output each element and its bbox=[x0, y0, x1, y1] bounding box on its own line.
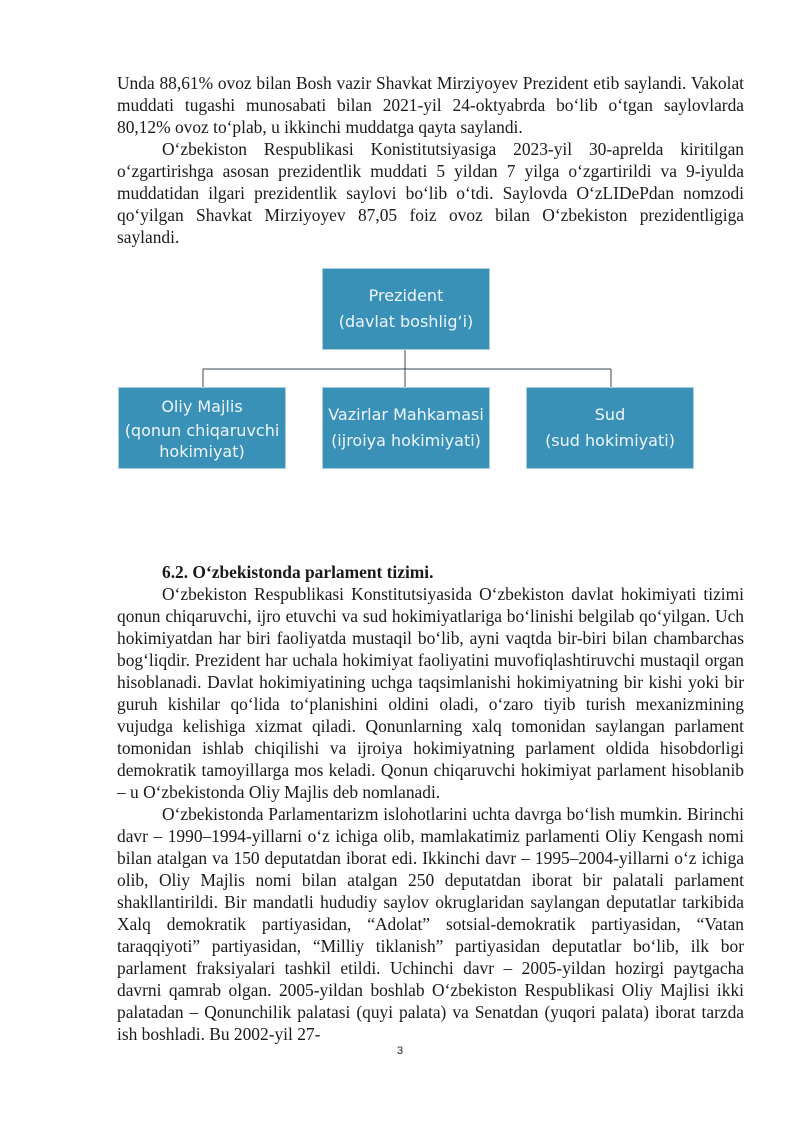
vazirlar-mahkamasi-subtitle: (ijroiya hokimiyati) bbox=[331, 431, 481, 450]
oliy-majlis-subtitle: (qonun chiqaruvchi hokimiyat) bbox=[124, 421, 280, 461]
paragraph: Unda 88,61% ovoz bilan Bosh vazir Shavkat Mirziyoyev Prezident etib saylandi. Vakolat muddati tugashi munosabati bilan 2021-yil 24-oktyabrda bo‘lib o‘tgan saylovlarda 80,12% ovoz to‘plab, u ikkinchi muddatga qayta saylandi. bbox=[117, 73, 744, 137]
paragraph: O‘zbekiston Respublikasi Konistitutsiyasiga 2023-yil 30-aprelda kiritilgan o‘zgartirishga asosan prezidentlik muddati 5 yildan 7 yilga o‘zgartirildi va 9-iyulda muddatidan ilgari prezidentlik saylovi bo‘lib o‘tdi. Saylovda O‘zLIDePdan nomzodi qo‘yilgan Shavkat Mirziyoyev 87,05 foiz ovoz bilan O‘zbekiston prezidentligiga saylandi. bbox=[117, 139, 744, 247]
page-number: 3 bbox=[396, 1045, 404, 1057]
paragraph: O‘zbekiston Respublikasi Konstitutsiyasida O‘zbekiston davlat hokimiyati tizimi qonun chiqaruvchi, ijro etuvchi va sud hokimiyatlariga bo‘linishi belgilab qo‘yilgan. Uch hokimiyatdan har biri faoliyatda mustaqil bo‘lib, ayni vaqtda bir-biri bilan chambarchas bog‘liqdir. Prezident har uchala hokimiyat faoliyatini muvofiqlashtiruvchi mustaqil organ hisoblanadi. Davlat hokimiyatining uchga taqsimlanishi hokimiyatning bir kishi yoki bir guruh kishilar qo‘lida to‘planishini oldini oladi, o‘zaro tiyib turish mexanizmining vujudga kelishiga xizmat qiladi. Qonunlarning xalq tomonidan saylangan parlament tomonidan ishlab chiqilishi va ijroiya hokimiyatning parlament oldida hisobdorligi demokratik tamoyillarga mos keladi. Qonun chiqaruvchi hokimiyat parlament hisoblanib – u O‘zbekistonda Oliy Majlis deb nomlanadi. bbox=[117, 584, 744, 802]
president-box bbox=[322, 268, 490, 350]
president-subtitle: (davlat boshlig‘i) bbox=[338, 312, 474, 331]
sud-title: Sud bbox=[594, 405, 626, 424]
sud-subtitle: (sud hokimiyati) bbox=[545, 431, 675, 450]
section-heading: 6.2. O‘zbekistonda parlament tizimi. bbox=[162, 562, 434, 582]
vazirlar-mahkamasi-box bbox=[322, 387, 490, 469]
document-page bbox=[117, 72, 744, 1045]
sud-box bbox=[526, 387, 694, 469]
oliy-majlis-box bbox=[118, 387, 286, 469]
president-title: Prezident bbox=[368, 286, 444, 305]
government-structure-diagram bbox=[117, 268, 744, 561]
paragraph: O‘zbekistonda Parlamentarizm islohotlarini uchta davrga bo‘lish mumkin. Birinchi davr – 1990–1994-yillarni o‘z ichiga olib, mamlakatimiz parlamenti Oliy Kengash nomi bilan atalgan va 150 deputatdan iborat edi. Ikkinchi davr – 1995–2004-yillarni o‘z ichiga olib, Oliy Majlis nomi bilan atalgan 250 deputatdan iborat bir palatali parlament shakllantirildi. Bir mandatli hududiy saylov okruglaridan saylangan deputatlar tarkibida Xalq demokratik partiyasidan, “Adolat” sotsial-demokratik partiyasidan, “Vatan taraqqiyoti” partiyasidan, “Milliy tiklanish” partiyasidan deputatlar bo‘lib, ilk bor parlament fraksiyalari tashkil etildi. Uchinchi davr – 2005-yildan hozirgi paytgacha davrni qamrab olgan. 2005-yildan boshlab O‘zbekiston Respublikasi Oliy Majlisi ikki palatadan – Qonunchilik palatasi (quyi palata) va Senatdan (yuqori palata) iborat tarzda ish boshladi. Bu 2002-yil 27- bbox=[117, 804, 744, 1044]
oliy-majlis-title: Oliy Majlis bbox=[161, 397, 243, 416]
vazirlar-mahkamasi-title: Vazirlar Mahkamasi bbox=[328, 405, 484, 424]
